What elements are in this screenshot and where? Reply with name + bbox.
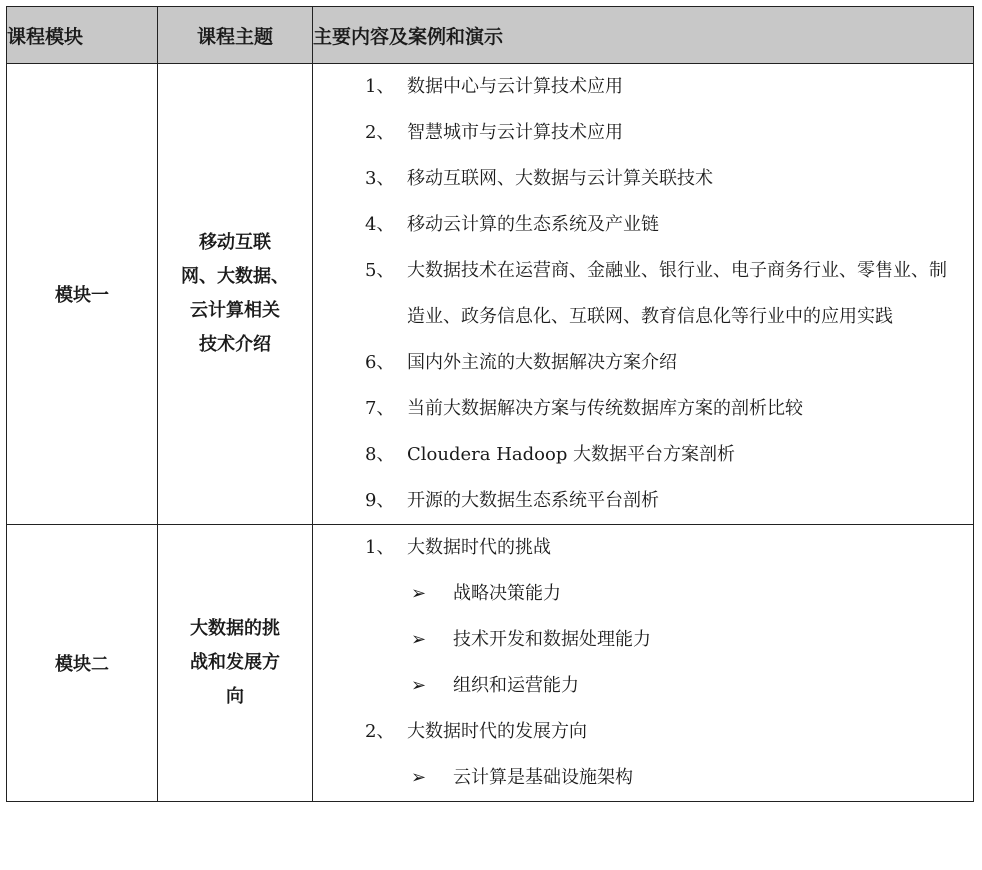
sub-list-item — [313, 571, 973, 617]
item-text: 大数据时代的发展方向 — [407, 721, 587, 742]
topic-line: 战和发展方 — [190, 652, 280, 673]
list-item — [313, 340, 973, 386]
sub-list-item — [313, 617, 973, 663]
item-text: 当前大数据解决方案与传统数据库方案的剖析比较 — [407, 398, 803, 419]
item-number: 3、 — [365, 168, 395, 189]
arrow-bullet-icon: ➢ — [411, 675, 427, 696]
list-item — [313, 64, 973, 110]
list-item — [313, 110, 973, 156]
topic-line: 网、大数据、 — [181, 266, 289, 287]
sub-list-item — [313, 663, 973, 709]
sub-item-text: 战略决策能力 — [453, 583, 561, 604]
list-item — [313, 432, 973, 478]
sub-item-text: 组织和运营能力 — [453, 675, 579, 696]
module-content — [313, 64, 974, 525]
table-row — [7, 64, 974, 525]
list-item — [313, 202, 973, 248]
sub-item-text: 云计算是基础设施架构 — [453, 767, 633, 788]
item-number: 1、 — [365, 537, 395, 558]
topic-line: 向 — [226, 686, 244, 707]
item-text: 数据中心与云计算技术应用 — [407, 76, 623, 97]
item-text: Cloudera Hadoop 大数据平台方案剖析 — [407, 444, 736, 465]
module-topic — [158, 525, 313, 802]
item-number: 4、 — [365, 214, 395, 235]
topic-line: 大数据的挑 — [190, 618, 280, 639]
item-text: 大数据技术在运营商、金融业、银行业、电子商务行业、零售业、制造业、政务信息化、互联网、教育信息化等行业中的应用实践 — [407, 260, 947, 327]
list-item — [313, 386, 973, 432]
item-number: 5、 — [365, 260, 395, 281]
table-row — [7, 525, 974, 802]
item-text: 智慧城市与云计算技术应用 — [407, 122, 623, 143]
arrow-bullet-icon: ➢ — [411, 583, 427, 604]
item-number: 1、 — [365, 76, 395, 97]
list-item — [313, 248, 973, 340]
item-text: 移动互联网、大数据与云计算关联技术 — [407, 168, 713, 189]
arrow-bullet-icon: ➢ — [411, 767, 427, 788]
topic-line: 云计算相关 — [190, 300, 280, 321]
header-content: 主要内容及案例和演示 — [313, 7, 974, 64]
item-number: 7、 — [365, 398, 395, 419]
module-content — [313, 525, 974, 802]
item-number: 2、 — [365, 122, 395, 143]
item-text: 大数据时代的挑战 — [407, 537, 551, 558]
list-item — [313, 156, 973, 202]
item-number: 6、 — [365, 352, 395, 373]
topic-line: 移动互联 — [199, 232, 271, 253]
course-table — [6, 6, 974, 802]
item-number: 8、 — [365, 444, 395, 465]
list-item — [313, 709, 973, 755]
list-item — [313, 478, 973, 524]
item-text: 移动云计算的生态系统及产业链 — [407, 214, 659, 235]
header-row — [7, 7, 974, 64]
sub-item-text: 技术开发和数据处理能力 — [453, 629, 651, 650]
item-number: 2、 — [365, 721, 395, 742]
module-name: 模块一 — [7, 64, 158, 525]
header-topic: 课程主题 — [158, 7, 313, 64]
header-module: 课程模块 — [7, 7, 158, 64]
item-text: 开源的大数据生态系统平台剖析 — [407, 490, 659, 511]
list-item — [313, 525, 973, 571]
module-name: 模块二 — [7, 525, 158, 802]
sub-list-item — [313, 755, 973, 801]
arrow-bullet-icon: ➢ — [411, 629, 427, 650]
item-text: 国内外主流的大数据解决方案介绍 — [407, 352, 677, 373]
module-topic — [158, 64, 313, 525]
item-number: 9、 — [365, 490, 395, 511]
topic-line: 技术介绍 — [199, 334, 271, 355]
